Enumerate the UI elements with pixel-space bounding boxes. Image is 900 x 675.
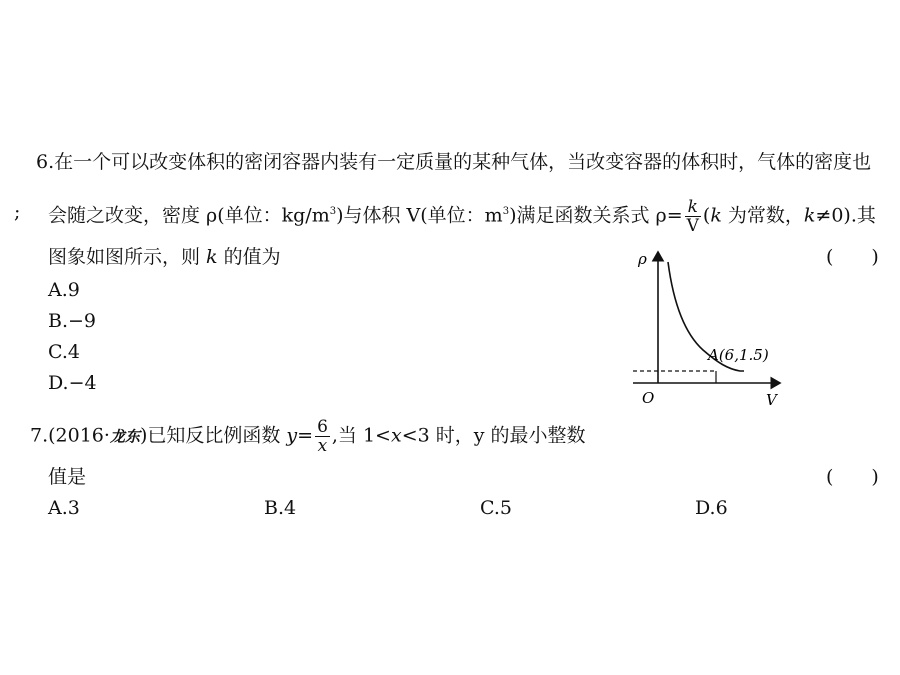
q7-text-a: 7.(2016·: [30, 424, 110, 447]
fraction-denominator: x: [317, 436, 328, 456]
superscript-3: 3: [329, 206, 337, 218]
q7-text-b: )已知反比例函数: [139, 424, 287, 447]
var-k: k: [206, 246, 218, 268]
fraction-k-over-v: [685, 198, 701, 235]
q6-line2-text-f: ≠0).其: [815, 204, 876, 227]
x-axis-label: V: [766, 391, 777, 409]
q6-line2-text-c: )满足函数关系式 ρ=: [509, 204, 683, 227]
point-a-label: A(6,1.5): [708, 346, 769, 364]
fraction-numerator: 6: [317, 417, 328, 437]
q7-answer-paren: ( ): [826, 466, 879, 488]
q6-option-b: B.−9: [48, 310, 97, 332]
fraction-numerator: k: [685, 198, 701, 217]
q7-text-c: ,当 1<: [331, 424, 391, 447]
q6-line3-text-a: 图象如图所示，则: [48, 246, 207, 268]
q6-option-d: D.−4: [48, 372, 97, 394]
var-k: k: [710, 204, 722, 227]
q7-line2: 值是: [48, 466, 87, 488]
q7-option-c: C.5: [480, 497, 512, 519]
q6-line2: [48, 198, 876, 235]
q6-option-c: C.4: [48, 341, 80, 363]
var-k: k: [803, 204, 816, 227]
q7-option-a: A.3: [48, 497, 80, 519]
margin-mark: ;: [14, 201, 21, 223]
q6-line3-text-b: 的值为: [217, 246, 281, 268]
q7-line1: [30, 418, 586, 455]
q6-line1: 6.在一个可以改变体积的密闭容器内装有一定质量的某种气体，当改变容器的体积时，气体的密度也: [36, 151, 872, 173]
equals: =: [297, 424, 314, 447]
y-axis-label: ρ: [638, 250, 647, 268]
superscript-3: 3: [502, 206, 510, 218]
var-x: x: [390, 424, 402, 447]
q7-option-d: D.6: [695, 497, 728, 519]
origin-label: O: [642, 389, 655, 407]
q6-answer-paren: ( ): [826, 246, 879, 268]
q7-text-d: <3 时，y 的最小整数: [401, 424, 586, 447]
q6-line2-text-e: 为常数，: [721, 204, 804, 227]
q6-line2-text-d: (: [702, 204, 711, 227]
q6-line2-text-a: 会随之改变，密度 ρ(单位：kg/m: [48, 204, 330, 227]
var-y: y: [286, 424, 298, 447]
fraction-denominator: V: [686, 216, 699, 236]
source-label: 龙东: [109, 427, 140, 446]
fraction-6-over-x: [315, 418, 330, 455]
q6-line3: [48, 245, 281, 269]
inverse-function-graph: [628, 240, 798, 410]
q6-option-a: A.9: [48, 279, 80, 301]
q7-option-b: B.4: [264, 497, 297, 519]
q6-line2-text-b: )与体积 V(单位：m: [336, 204, 503, 227]
